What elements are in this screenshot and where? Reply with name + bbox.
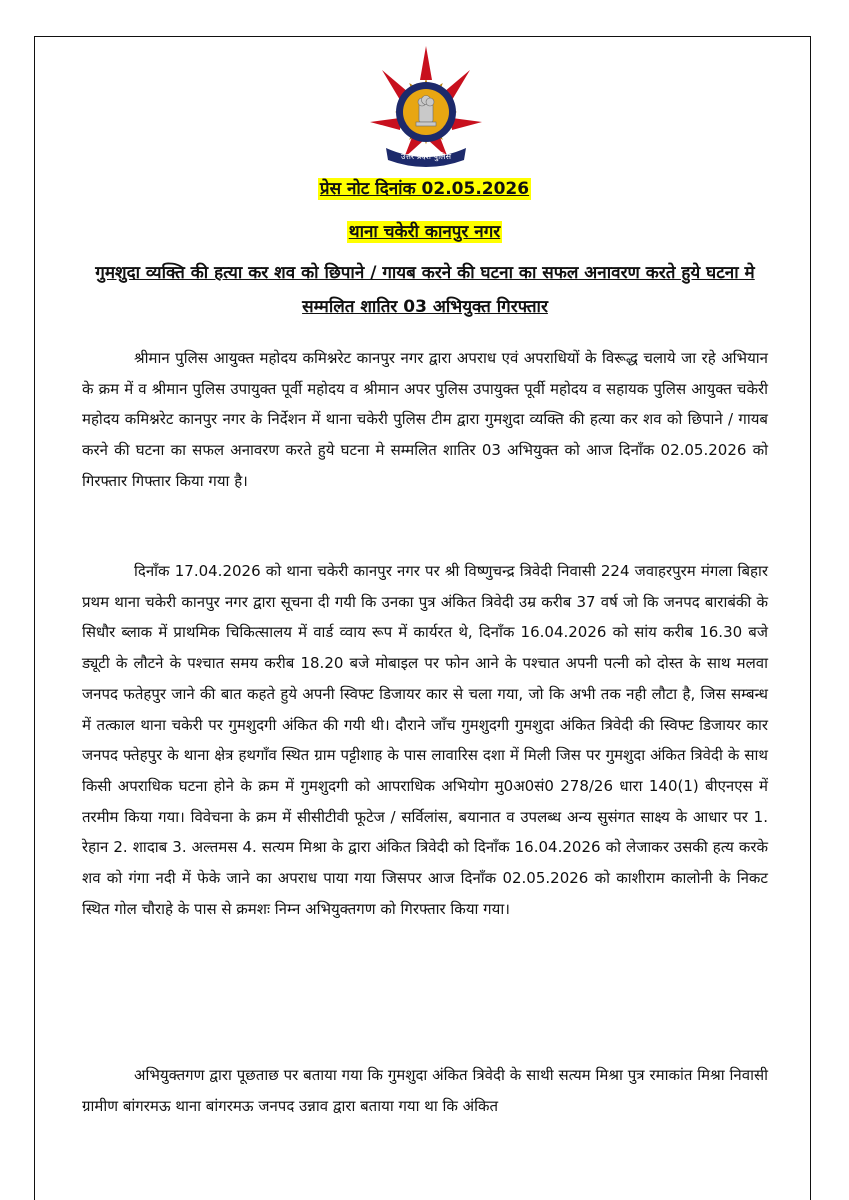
- body-paragraph-2: दिनाँक 17.04.2026 को थाना चकेरी कानपुर नगर पर श्री विष्णुचन्द्र त्रिवेदी निवासी 224 जवाहरपुरम मंगला बिहार प्रथम थाना चकेरी कानपुर नगर द्वारा सूचना दी गयी कि उनका पुत्र अंकित त्रिवेदी उम्र करीब 37 वर्ष जो कि जनपद बाराबंकी के सिधौर ब्लाक में प्राथमिक चिकित्सालय में वार्ड व्वाय रूप में कार्यरत थे, दिनाँक 16.04.2026 को सांय करीब 16.30 बजे ड्यूटी के लौटने के पश्चात समय करीब 18.20 बजे मोबाइल पर फोन आने के पश्चात अपनी पत्नी को दोस्त के साथ मलवा जनपद फतेहपुर जाने की बात कहते हुये अपनी स्विफ्ट डिजायर कार से चला गया, जो कि अभी तक नही लौटा है, जिस सम्बन्ध में तत्काल थाना चकेरी पर गुमशुदगी अंकित की गयी थी। दौराने जाँच गुमशुदगी गुमशुदा अंकित त्रिवेदी की स्विफ्ट डिजायर कार जनपद फ्तेहपुर के थाना क्षेत्र हथगाँव स्थित ग्राम पट्टीशाह के पास लावारिस दशा में मिली जिस पर गुमशुदा अंकित त्रिवेदी के साथ किसी अपराधिक घटना होने के क्रम में गुमशुदगी को आपराधिक अभियोग मु0अ0सं0 278/26 धारा 140(1) बीएनएस में तरमीम किया गया। विवेचना के क्रम में सीसीटीवी फूटेज / सर्विलांस, बयानात व उपलब्ध अन्य सुसंगत साक्ष्य के आधार पर 1. रेहान 2. शादाब 3. अल्तमस 4. सत्यम मिश्रा के द्वारा अंकित त्रिवेदी को दिनाँक 16.04.2026 को लेजाकर उसकी हत्य करके शव को गंगा नदी में फेके जाने का अपराध पाया गया जिसपर आज दिनाँक 02.05.2026 को काशीराम कालोनी के निकट स्थित गोल चौराहे के पास से क्रमशः निम्न अभियुक्तगण को गिरफ्तार किया गया।: [82, 562, 768, 918]
- up-police-emblem-logo: [364, 40, 488, 168]
- press-note-headline: गुमशुदा व्यक्ति की हत्या कर शव को छिपाने / गायब करने की घटना का सफल अनावरण करते हुये घटना मे सम्मलित शातिर 03 अभियुक्त गिरफ्तार: [95, 263, 755, 317]
- police-station-name: थाना चकेरी कानपुर नगर: [348, 222, 501, 242]
- press-note-title: प्रेस नोट दिनांक 02.05.2026: [319, 179, 530, 199]
- body-paragraph-1: श्रीमान पुलिस आयुक्त महोदय कमिश्नरेट कानपुर नगर द्वारा अपराध एवं अपराधियों के विरूद्ध चलाये जा रहे अभियान के क्रम में व श्रीमान पुलिस उपायुक्त पूर्वी महोदय व श्रीमान अपर पुलिस उपायुक्त पूर्वी महोदय व सहायक पुलिस आयुक्त चकेरी महोदय कमिश्नरेट कानपुर नगर के निर्देशन में थाना चकेरी पुलिस टीम द्वारा गुमशुदा व्यक्ति की हत्या कर शव को छिपाने / गायब करने की घटना का सफल अनावरण करते हुये घटना मे सम्मलित शातिर 03 अभियुक्त को आज दिनाँक 02.05.2026 को गिरफ्तार गिफ्तार किया गया है।: [82, 349, 768, 490]
- police-station-line: [0, 219, 849, 245]
- body-paragraph-3: अभियुक्तगण द्वारा पूछताछ पर बताया गया कि गुमशुदा अंकित त्रिवेदी के साथी सत्यम मिश्रा पुत्र रमाकांत मिश्रा निवासी ग्रामीण बांगरमऊ थाना बांगरमऊ जनपद उन्नाव द्वारा बताया गया था कि अंकित: [82, 1066, 768, 1115]
- svg-text:उत्तर प्रदेश पुलिस: उत्तर प्रदेश पुलिस: [401, 152, 451, 161]
- press-note-title-line: [0, 176, 849, 202]
